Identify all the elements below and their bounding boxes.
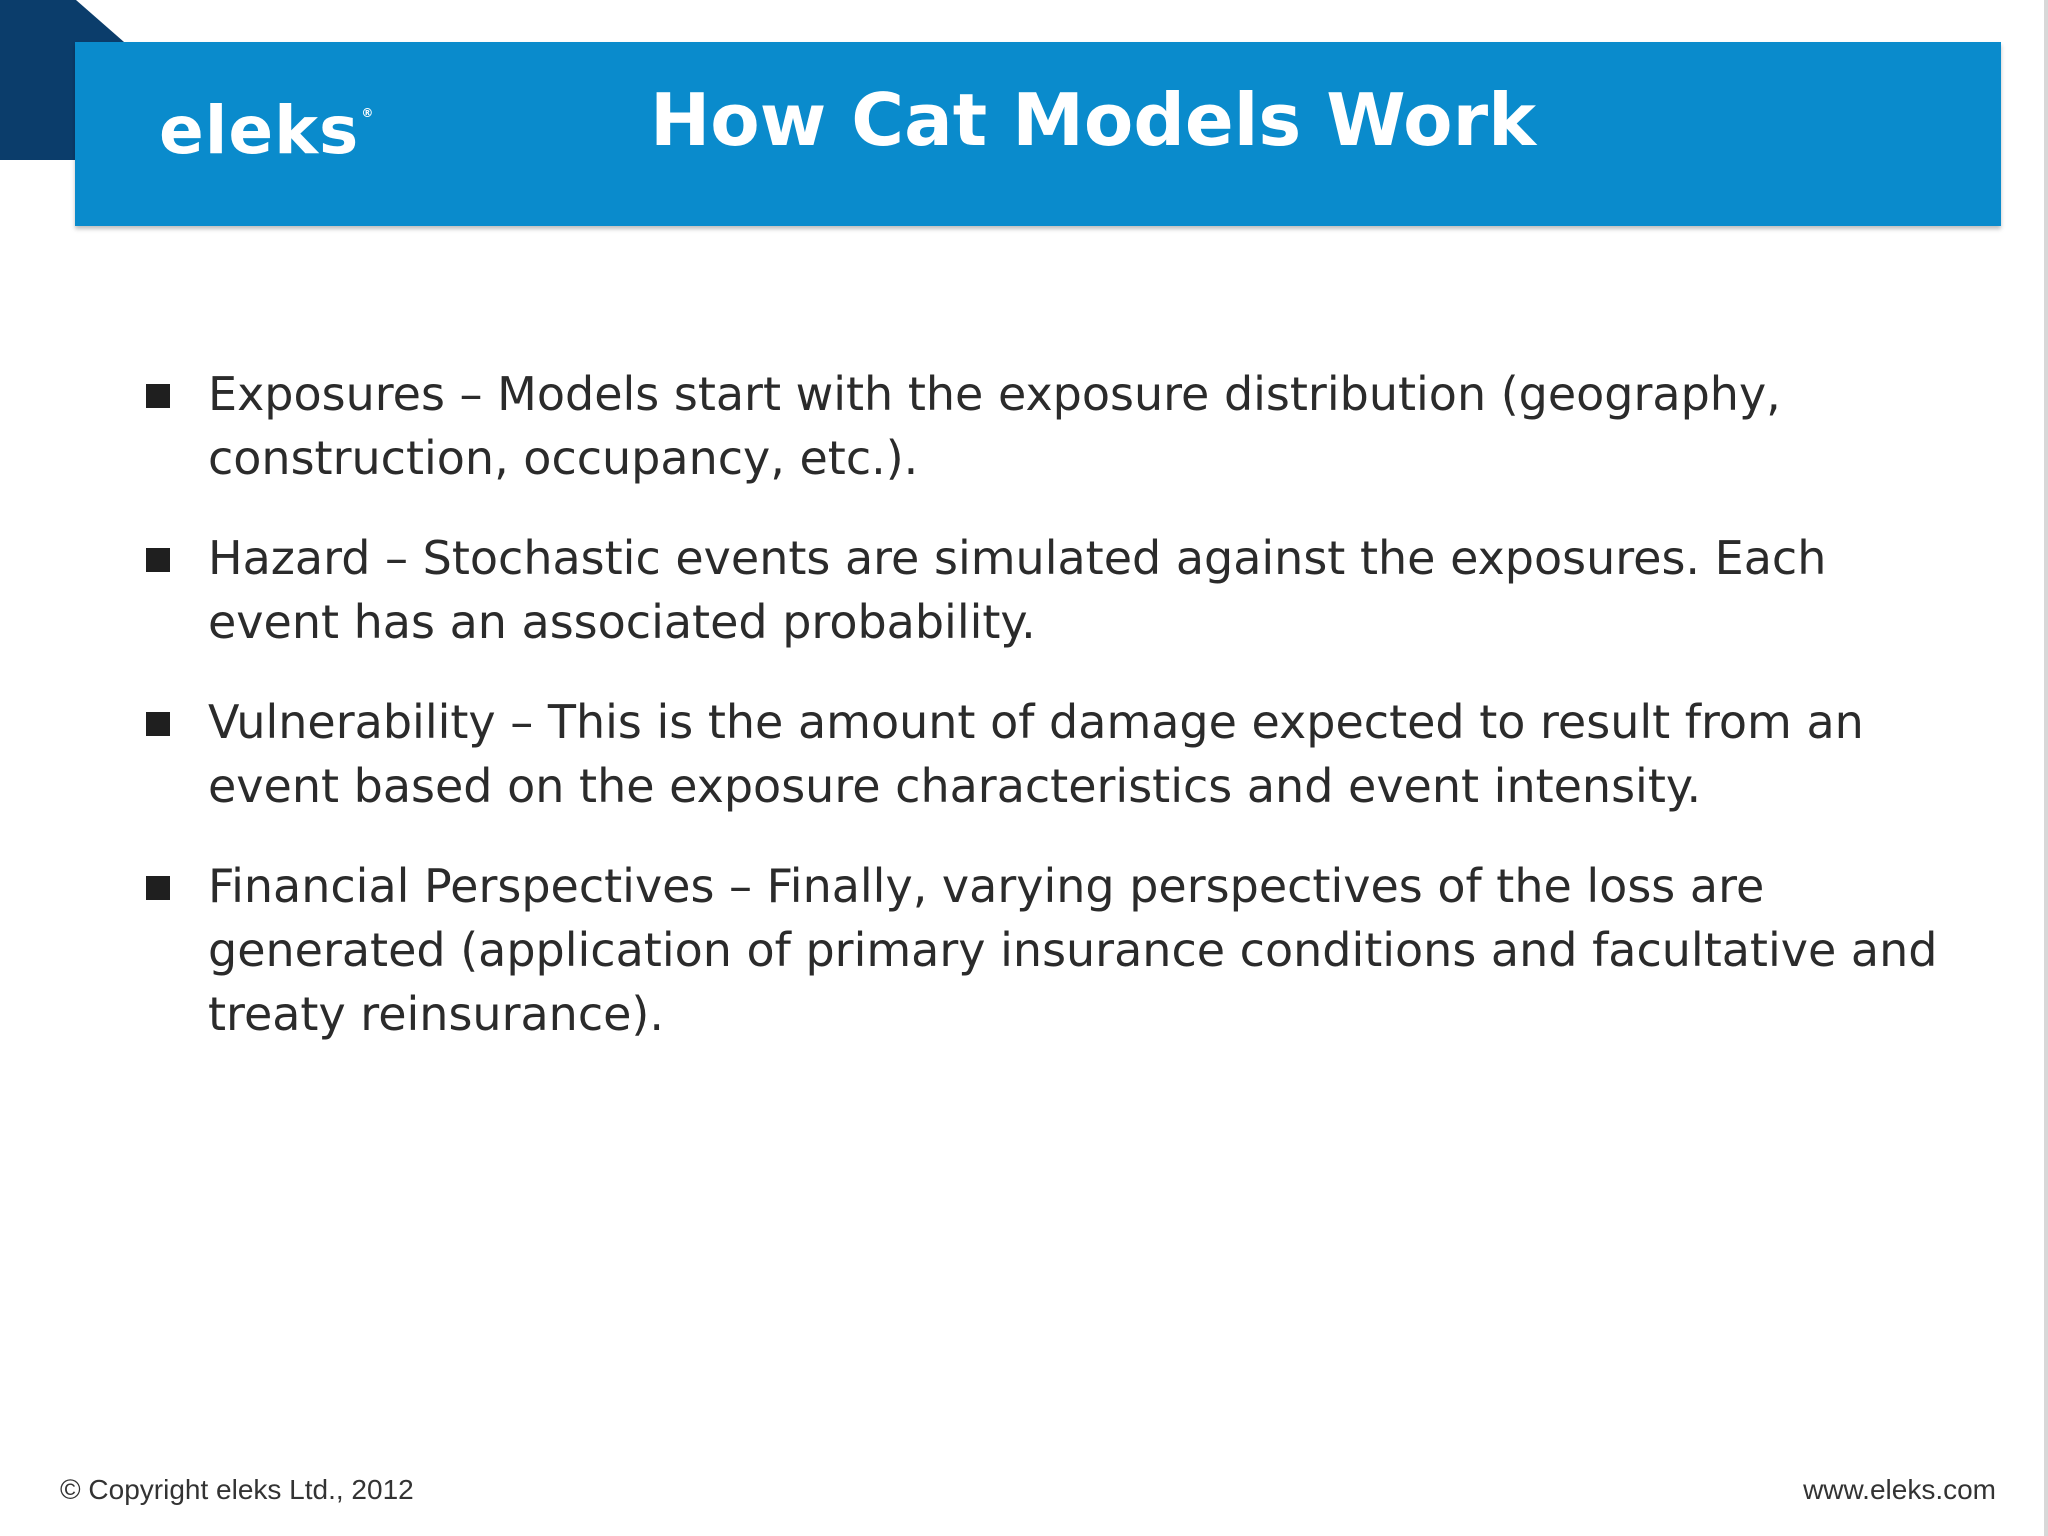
slide-edge-divider: [2044, 0, 2048, 1536]
square-bullet-icon: [146, 384, 170, 408]
footer-copyright: © Copyright eleks Ltd., 2012: [60, 1474, 414, 1505]
bullet-text: Financial Perspectives – Finally, varying perspectives of the loss are generated (application of primary insurance conditions and facultative and treaty reinsurance).: [208, 859, 1938, 1041]
logo-registered-mark: ®: [361, 106, 375, 120]
square-bullet-icon: [146, 712, 170, 736]
bullet-list: [140, 362, 1960, 1082]
bullet-financial-perspectives: [140, 854, 1960, 1046]
page-title: How Cat Models Work: [650, 78, 1537, 162]
bullet-hazard: [140, 526, 1960, 654]
bullet-text: Exposures – Models start with the exposure distribution (geography, construction, occupancy, etc.).: [208, 367, 1781, 485]
bullet-exposures: [140, 362, 1960, 490]
header-bar: [75, 42, 2001, 226]
footer-website-link[interactable]: www.eleks.com: [1803, 1474, 1996, 1505]
bullet-vulnerability: [140, 690, 1960, 818]
eleks-logo: [159, 92, 374, 169]
square-bullet-icon: [146, 876, 170, 900]
logo-text: eleks: [159, 92, 360, 169]
square-bullet-icon: [146, 548, 170, 572]
bullet-text: Hazard – Stochastic events are simulated against the exposures. Each event has an associated probability.: [208, 531, 1827, 649]
bullet-text: Vulnerability – This is the amount of damage expected to result from an event based on the exposure characteristics and event intensity.: [208, 695, 1864, 813]
corner-notch: [76, 0, 124, 42]
